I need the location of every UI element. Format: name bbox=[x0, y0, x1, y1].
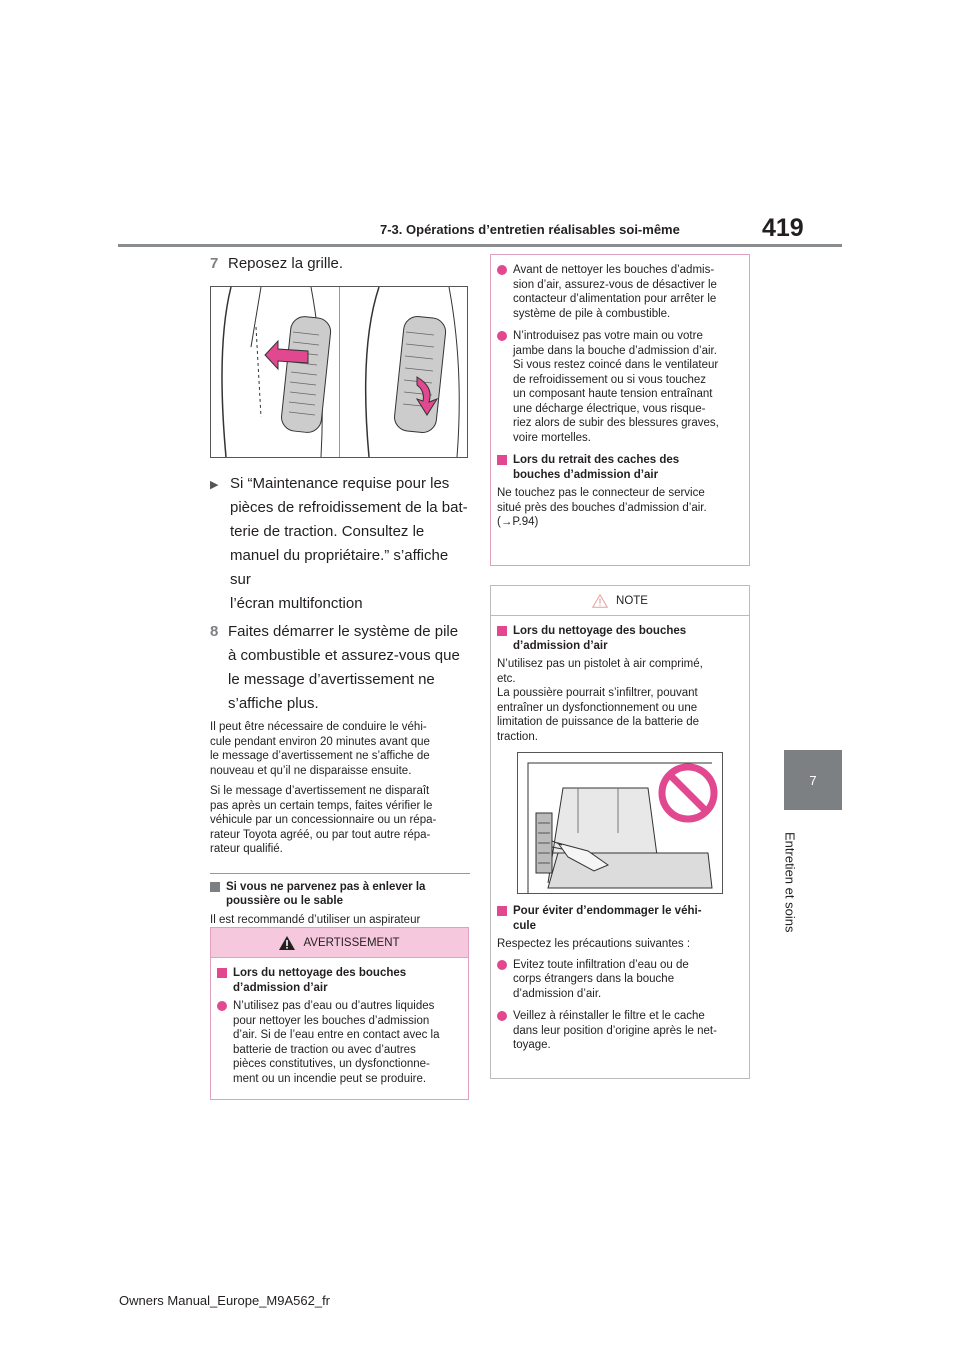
square-bullet-icon bbox=[497, 906, 507, 916]
cover-removal-text: Ne touchez pas le connecteur de service situé près des bouches d’admission d’air. (→P.94) bbox=[497, 487, 707, 528]
step-number: 7 bbox=[210, 255, 219, 272]
note-box bbox=[490, 585, 750, 1079]
note-text-1: N’utilisez pas un pistolet à air comprimé, etc. La poussière pourrait s’infiltrer, pouvant entraîner un dysfonctionnement ou une limitation de puissance de la batterie de traction. bbox=[497, 658, 703, 743]
square-bullet-icon bbox=[497, 626, 507, 636]
square-bullet-icon bbox=[497, 455, 507, 465]
seat-cleaning-illustration bbox=[518, 753, 722, 893]
note-header bbox=[491, 586, 749, 616]
dust-text: Il est recommandé d’utiliser un aspirateur bbox=[210, 913, 421, 926]
square-bullet-icon bbox=[210, 882, 220, 892]
warning-item bbox=[217, 999, 462, 1086]
section-title: 7-3. Opérations d’entretien réalisables soi-même bbox=[380, 222, 680, 237]
paragraph-drive-time: Il peut être nécessaire de conduire le véhi- cule pendant environ 20 minutes avant que le message d’avertissement ne s’affiche de nouveau et qu’il ne disparaisse ensuite. bbox=[210, 721, 430, 777]
round-bullet-icon bbox=[497, 265, 507, 275]
note-heading-1 bbox=[497, 624, 743, 653]
info-bullet bbox=[210, 472, 470, 616]
warning-heading-text: Lors du nettoyage des bouches d’admission d’air bbox=[233, 967, 407, 994]
step-number: 8 bbox=[210, 623, 219, 640]
warning-header bbox=[211, 928, 468, 958]
warning-title: AVERTISSEMENT bbox=[303, 936, 400, 949]
note-heading-2 bbox=[497, 904, 743, 933]
paragraph-dealer-check: Si le message d’avertissement ne disparaît pas après un certain temps, faites vérifier le véhicule par un concessionnaire ou un répa- rateur Toyota agréé, ou par tout autre répa- rateur qualifié. bbox=[210, 785, 437, 855]
dust-heading-text: Si vous ne parvenez pas à enlever la poussière ou le sable bbox=[226, 880, 426, 907]
warning-box bbox=[210, 927, 469, 1100]
warning-item-1 bbox=[497, 263, 743, 321]
cover-removal-heading bbox=[497, 453, 743, 482]
arrow-right-icon: ▶ bbox=[210, 479, 219, 491]
warning-triangle-icon bbox=[279, 936, 295, 950]
caution-triangle-icon bbox=[592, 594, 608, 608]
cover-removal-heading-text: Lors du retrait des caches des bouches d’admission d’air bbox=[513, 454, 680, 481]
warning-item-text: N’introduisez pas votre main ou votre jambe dans la bouche d’admission d’air. Si vous restez coincé dans le ventilateur de refroidissement ou si vous touchez un composant haute tension entraînant une décharge électrique, vous risque- riez alors de subir des blessures graves, voire mortelles. bbox=[513, 330, 719, 444]
note-item-1 bbox=[497, 958, 743, 1002]
section-divider bbox=[210, 873, 470, 874]
step-text: Reposez la grille. bbox=[228, 255, 344, 272]
footer-text: Owners Manual_Europe_M9A562_fr bbox=[119, 1293, 331, 1308]
round-bullet-icon bbox=[497, 331, 507, 341]
left-column bbox=[210, 252, 470, 942]
note-item-text: Veillez à réinstaller le filtre et le cache dans leur position d’origine après le net- toyage. bbox=[513, 1010, 717, 1051]
note-text-2: Respectez les précautions suivantes : bbox=[497, 938, 691, 950]
step-8 bbox=[210, 620, 470, 716]
grille-right-illustration bbox=[339, 287, 467, 457]
square-bullet-icon bbox=[217, 968, 227, 978]
chapter-tab[interactable] bbox=[784, 750, 842, 810]
note-item-text: Evitez toute infiltration d’eau ou de corps étrangers dans la bouche d’admission d’air. bbox=[513, 958, 689, 1000]
chapter-label: Entretien et soins bbox=[782, 832, 798, 933]
warning-item-text: N’utilisez pas d’eau ou d’autres liquides pour nettoyer les bouches d’admission d’air. Si de l’eau entre en contact avec la batterie de traction ou avec d’autres pièces constitutives, un dysfonctionne- ment ou un incendie peut se produire. bbox=[233, 1000, 440, 1085]
warning-continued-box bbox=[490, 254, 750, 566]
note-item-2 bbox=[497, 1009, 743, 1053]
warning-item-2 bbox=[497, 329, 743, 445]
warning-item-text: Avant de nettoyer les bouches d’admis- sion d’air, assurez-vous de désactiver le contacteur d’alimentation pour arrêter le système de pile à combustible. bbox=[513, 264, 717, 320]
dust-heading bbox=[210, 880, 470, 909]
note-title: NOTE bbox=[616, 594, 648, 607]
round-bullet-icon bbox=[497, 1011, 507, 1021]
grille-left-illustration bbox=[211, 287, 339, 457]
round-bullet-icon bbox=[217, 1001, 227, 1011]
step-7 bbox=[210, 252, 470, 276]
note-heading-text: Pour éviter d’endommager le véhi- cule bbox=[513, 905, 702, 932]
step-text: Faites démarrer le système de pile à combustible et assurez-vous que le message d’avertissement ne s’affiche plus. bbox=[228, 623, 460, 712]
grille-illustration bbox=[210, 286, 468, 458]
note-heading-text: Lors du nettoyage des bouches d’admission d’air bbox=[513, 625, 687, 652]
header-divider bbox=[118, 244, 842, 247]
round-bullet-icon bbox=[497, 960, 507, 970]
no-water-illustration bbox=[517, 752, 723, 894]
chapter-number: 7 bbox=[809, 772, 817, 788]
warning-heading bbox=[217, 966, 462, 995]
info-bullet-text: Si “Maintenance requise pour les pièces de refroidissement de la bat- terie de traction. Consultez le manuel du propriétaire.” s’affiche sur l’écran multifonction bbox=[230, 475, 468, 612]
page-number: 419 bbox=[762, 214, 804, 242]
